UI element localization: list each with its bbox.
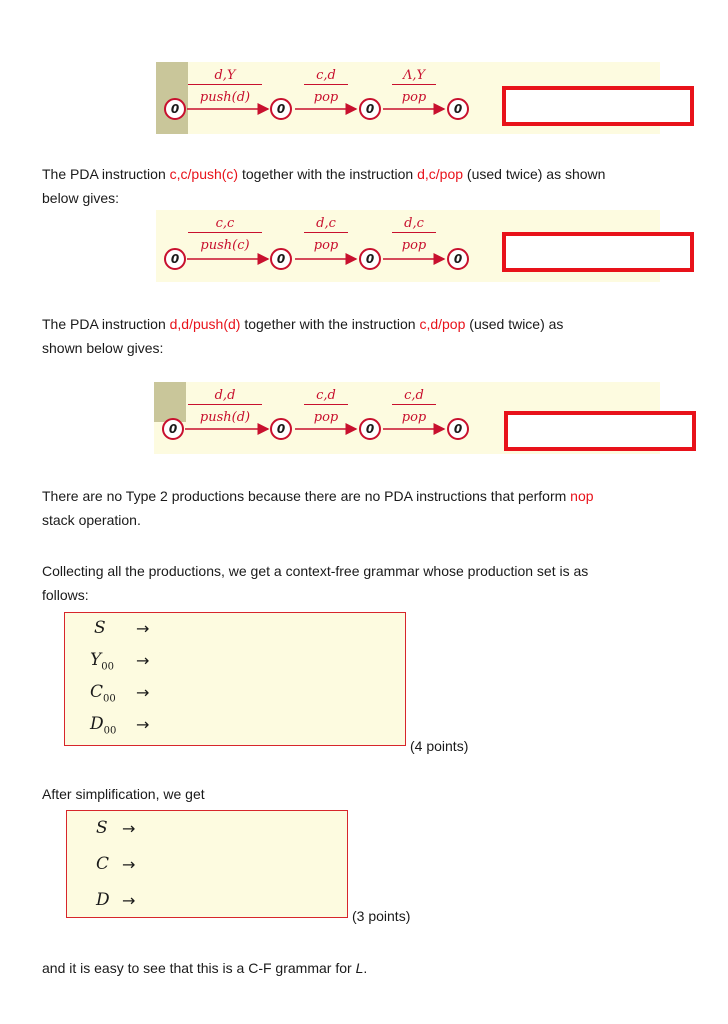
text: After simplification, we get	[42, 786, 205, 802]
transition-input: c,c	[188, 216, 262, 233]
text: There are no Type 2 productions because there are no PDA instructions that perform	[42, 488, 571, 504]
grammar-lhs-symbol: S	[96, 818, 108, 838]
state-node: 0	[447, 418, 469, 440]
answer-box[interactable]	[502, 86, 694, 126]
answer-cell[interactable]	[168, 680, 200, 711]
answer-box[interactable]	[504, 411, 696, 451]
paragraph-5	[42, 782, 442, 806]
pda-instruction: d,d/push(d)	[169, 316, 241, 332]
grammar-lhs-symbol: D	[96, 890, 110, 910]
text: The PDA instruction	[42, 166, 170, 182]
language-symbol: L	[355, 960, 364, 976]
answer-cell[interactable]	[168, 615, 404, 643]
transition-input: d,d	[188, 388, 262, 405]
answer-cell[interactable]	[152, 885, 178, 916]
pda-instruction: d,c/pop	[417, 166, 464, 182]
production-arrow: →	[122, 819, 136, 838]
text: (used twice) as	[465, 316, 564, 332]
transition-input: c,d	[392, 388, 436, 405]
answer-box[interactable]	[502, 232, 694, 272]
text: and it is easy to see that this is a C-F grammar for	[42, 960, 356, 976]
production-arrow: →	[122, 855, 136, 874]
grammar-lhs-symbol: $D_{00}$	[90, 714, 117, 737]
grammar-lhs-symbol: $C_{00}$	[90, 682, 116, 705]
transition-action: push(d)	[199, 90, 251, 105]
answer-cell[interactable]	[304, 646, 404, 677]
transition-input: d,c	[392, 216, 436, 233]
grammar-lhs-symbol: C	[96, 854, 110, 874]
state-node: 0	[270, 418, 292, 440]
answer-cell[interactable]	[204, 680, 404, 711]
paragraph-4	[42, 559, 712, 607]
transition-action: pop	[313, 238, 339, 253]
production-arrow: →	[136, 715, 150, 734]
paragraph-6	[42, 956, 642, 980]
state-node: 0	[164, 98, 186, 120]
paragraph-3	[42, 484, 712, 532]
transition-action: pop	[401, 410, 427, 425]
state-node: 0	[164, 248, 186, 270]
transition-input: d,c	[304, 216, 348, 233]
transition-action: push(d)	[199, 410, 251, 425]
answer-cell[interactable]	[152, 849, 178, 882]
answer-cell[interactable]	[182, 849, 346, 882]
transition-input: Λ,Y	[392, 68, 436, 85]
production-arrow: →	[136, 651, 150, 670]
production-arrow: →	[122, 891, 136, 910]
state-node: 0	[359, 98, 381, 120]
pda-instruction: c,d/pop	[419, 316, 466, 332]
pda-instruction: c,c/push(c)	[169, 166, 239, 182]
answer-cell[interactable]	[152, 813, 178, 846]
answer-cell[interactable]	[262, 813, 346, 846]
answer-cell[interactable]	[182, 885, 346, 916]
state-node: 0	[447, 98, 469, 120]
transition-action: pop	[401, 238, 427, 253]
paragraph-1	[42, 162, 702, 210]
production-arrow: →	[136, 619, 150, 638]
transition-input: c,d	[304, 388, 348, 405]
answer-cell[interactable]	[168, 714, 200, 744]
text: shown below gives:	[42, 340, 164, 356]
grammar-table-2	[66, 810, 348, 918]
grammar-table-1	[64, 612, 406, 746]
text: (used twice) as shown	[463, 166, 606, 182]
points-label: (3 points)	[352, 908, 411, 924]
transition-action: pop	[401, 90, 427, 105]
points-label: (4 points)	[410, 738, 469, 754]
text: stack operation.	[42, 512, 141, 528]
answer-cell[interactable]	[204, 646, 300, 677]
text: Collecting all the productions, we get a context-free grammar whose production set is as	[42, 563, 589, 579]
transition-action: pop	[313, 90, 339, 105]
grammar-lhs-symbol: $Y_{00}$	[90, 650, 114, 673]
transition-action: push(c)	[200, 238, 250, 253]
production-arrow: →	[136, 683, 150, 702]
transition-action: pop	[313, 410, 339, 425]
answer-cell[interactable]	[168, 646, 200, 677]
paragraph-2	[42, 312, 702, 360]
text: below gives:	[42, 190, 120, 206]
answer-cell[interactable]	[204, 714, 404, 744]
transition-input: d,Y	[188, 68, 262, 85]
answer-cell[interactable]	[182, 813, 258, 846]
text: together with the instruction	[240, 316, 420, 332]
transition-input: c,d	[304, 68, 348, 85]
grammar-lhs-symbol: S	[94, 618, 106, 638]
state-node: 0	[359, 248, 381, 270]
state-node: 0	[270, 248, 292, 270]
text: .	[363, 960, 368, 976]
state-node: 0	[447, 248, 469, 270]
state-node: 0	[270, 98, 292, 120]
text: follows:	[42, 587, 89, 603]
state-node: 0	[359, 418, 381, 440]
highlight-term: nop	[570, 488, 594, 504]
text: together with the instruction	[238, 166, 418, 182]
state-node: 0	[162, 418, 184, 440]
text: The PDA instruction	[42, 316, 170, 332]
